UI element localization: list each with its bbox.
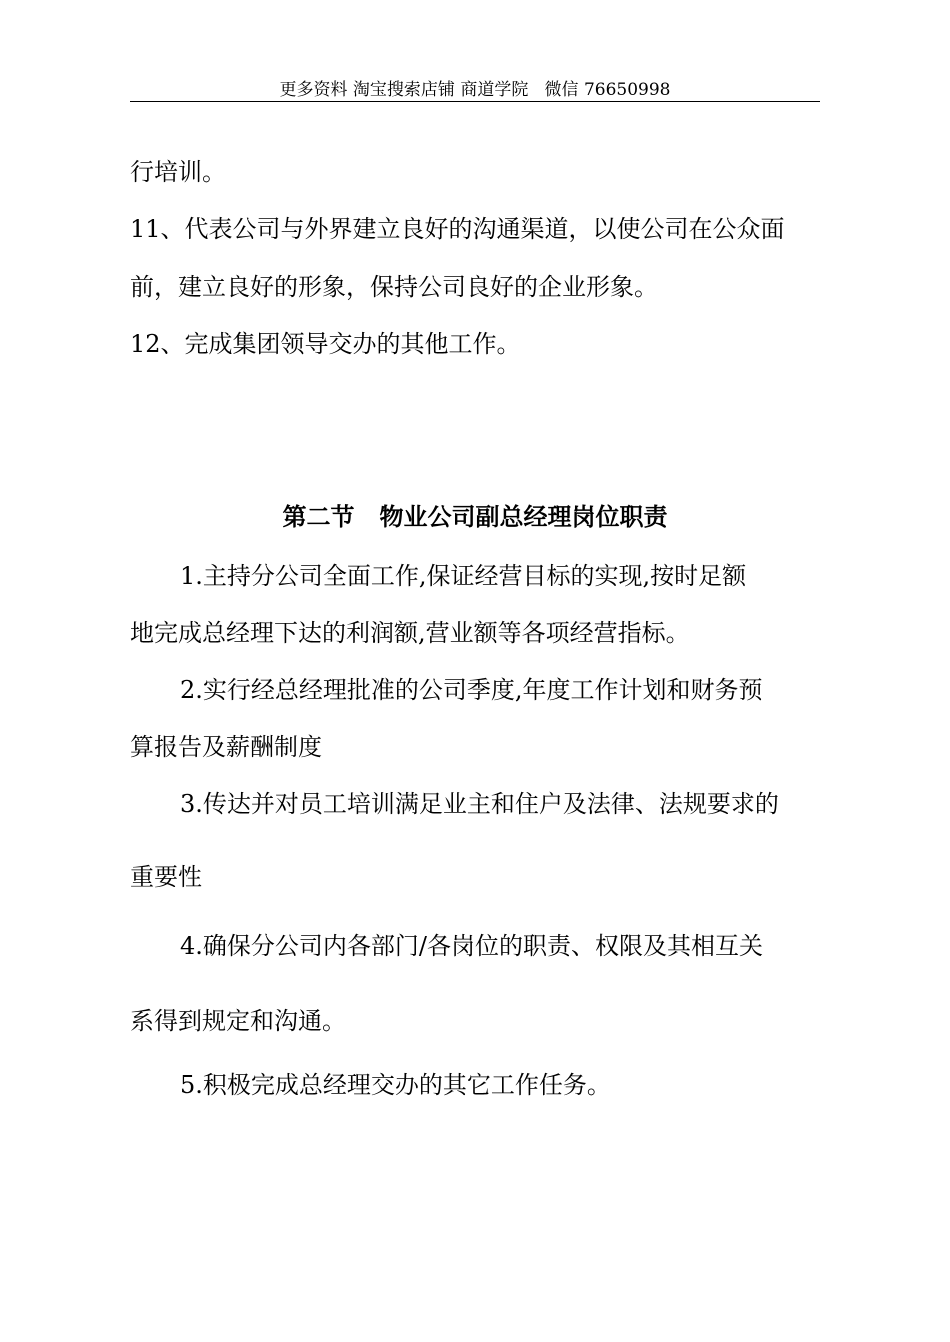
paragraph-line: 3.传达并对员工培训满足业主和住户及法律、法规要求的 xyxy=(180,790,779,818)
paragraph-line: 5.积极完成总经理交办的其它工作任务。 xyxy=(180,1071,611,1099)
paragraph-line: 地完成总经理下达的利润额,营业额等各项经营指标。 xyxy=(130,619,690,647)
paragraph-line: 算报告及薪酬制度 xyxy=(130,733,322,761)
header-divider xyxy=(130,101,820,102)
paragraph-line: 2.实行经总经理批准的公司季度,年度工作计划和财务预 xyxy=(180,676,763,704)
paragraph-line: 前，建立良好的形象，保持公司良好的企业形象。 xyxy=(130,273,658,301)
paragraph-line: 重要性 xyxy=(130,863,202,891)
page-header: 更多资料 淘宝搜索店铺 商道学院 微信 76650998 xyxy=(279,80,671,100)
paragraph-line: 系得到规定和沟通。 xyxy=(130,1007,346,1035)
paragraph-line: 行培训。 xyxy=(130,158,226,186)
paragraph-line: 12、完成集团领导交办的其他工作。 xyxy=(130,330,521,358)
paragraph-line: 11、代表公司与外界建立良好的沟通渠道，以使公司在公众面 xyxy=(130,215,785,243)
paragraph-line: 1.主持分公司全面工作,保证经营目标的实现,按时足额 xyxy=(180,562,747,590)
section-title: 第二节 物业公司副总经理岗位职责 xyxy=(282,502,668,531)
paragraph-line: 4.确保分公司内各部门/各岗位的职责、权限及其相互关 xyxy=(180,932,763,960)
